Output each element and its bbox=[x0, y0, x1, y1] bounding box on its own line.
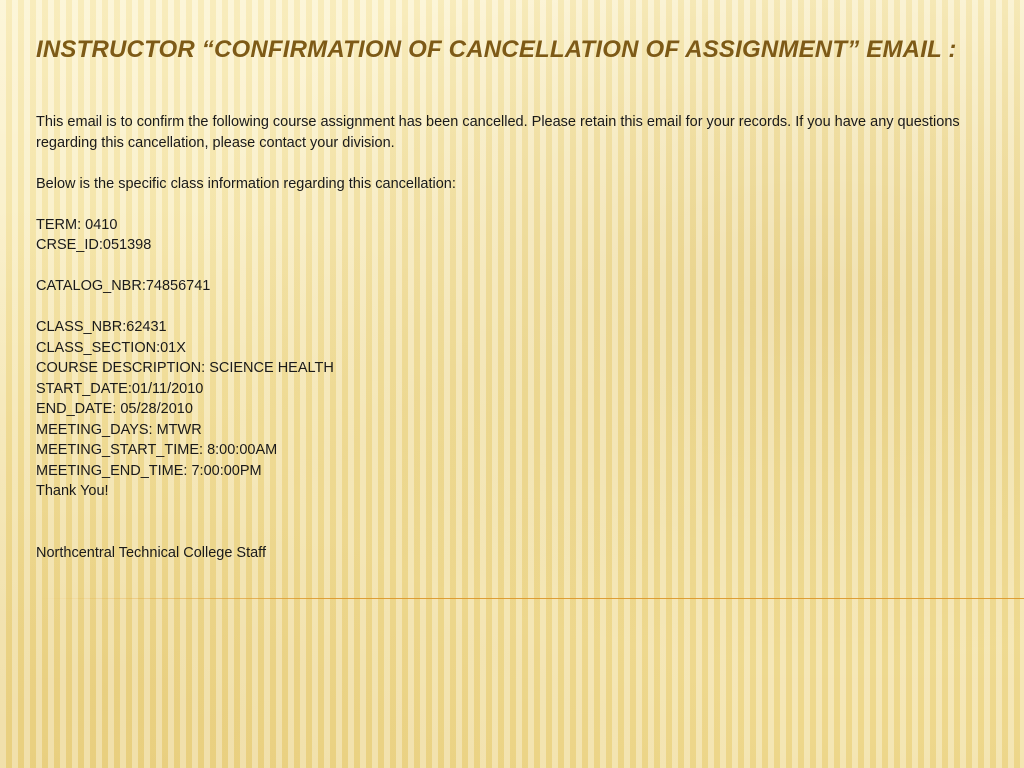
spacer bbox=[36, 502, 986, 543]
field-class-section: CLASS_SECTION:01X bbox=[36, 339, 186, 356]
spacer bbox=[36, 256, 986, 277]
intro-paragraph: This email is to confirm the following course assignment has been cancelled. Please retain this email for your records. If you have any questions regarding this cancellation, please contact your division. bbox=[36, 114, 960, 151]
signature: Northcentral Technical College Staff bbox=[36, 544, 266, 561]
slide-title: INSTRUCTOR “CONFIRMATION OF CANCELLATION OF ASSIGNMENT” EMAIL : bbox=[36, 36, 957, 63]
field-term: TERM: 0410 bbox=[36, 216, 118, 233]
field-meeting-end-time: MEETING_END_TIME: 7:00:00PM bbox=[36, 462, 262, 479]
field-meeting-days: MEETING_DAYS: MTWR bbox=[36, 421, 202, 438]
field-crse-id: CRSE_ID:051398 bbox=[36, 237, 152, 253]
field-catalog-nbr: CATALOG_NBR:74856741 bbox=[36, 278, 211, 294]
field-class-nbr: CLASS_NBR:62431 bbox=[36, 319, 167, 335]
field-start-date: START_DATE:01/11/2010 bbox=[36, 380, 204, 397]
spacer bbox=[36, 194, 986, 215]
field-end-date: END_DATE: 05/28/2010 bbox=[36, 401, 193, 417]
email-body bbox=[36, 112, 986, 563]
below-text: Below is the specific class information regarding this cancellation: bbox=[36, 175, 456, 192]
accent-divider-line bbox=[40, 598, 1024, 599]
spacer bbox=[36, 297, 986, 318]
field-meeting-start-time: MEETING_START_TIME: 8:00:00AM bbox=[36, 442, 278, 458]
field-course-description: COURSE DESCRIPTION: SCIENCE HEALTH bbox=[36, 360, 334, 376]
thank-you: Thank You! bbox=[36, 483, 109, 499]
spacer bbox=[36, 153, 986, 174]
